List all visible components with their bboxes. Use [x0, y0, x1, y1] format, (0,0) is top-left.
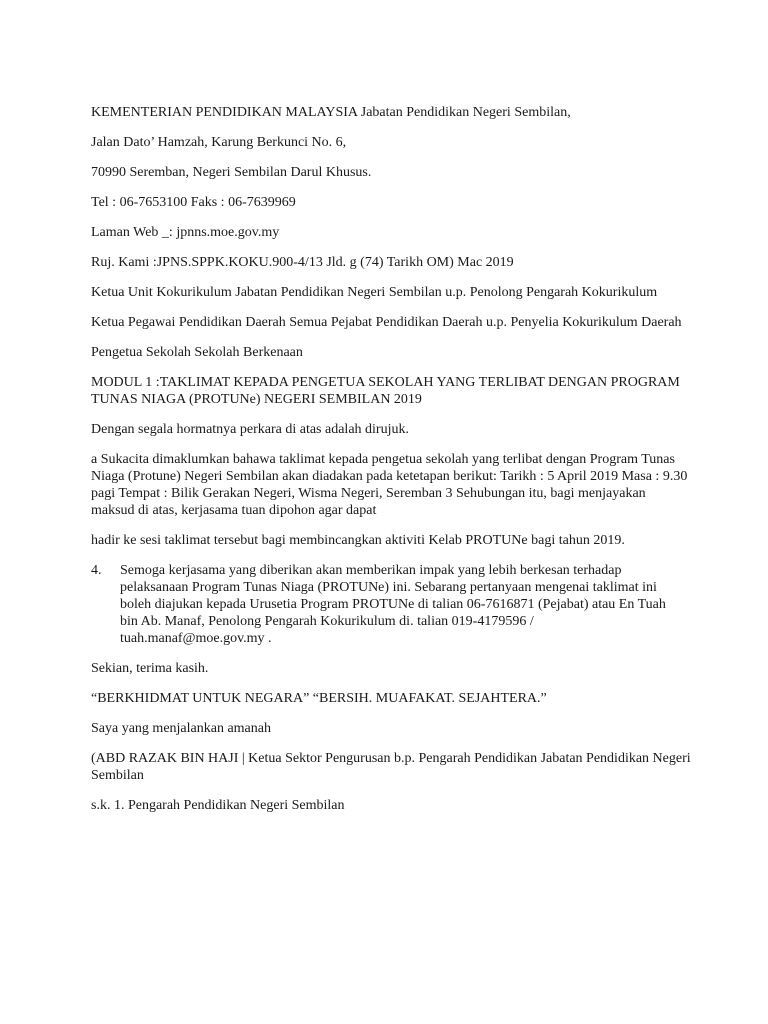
subject-heading: MODUL 1 :TAKLIMAT KEPADA PENGETUA SEKOLAH YANG TERLIBAT DENGAN PROGRAM TUNAS NIAGA (PROTUNe) NEGERI SEMBILAN 2019	[91, 375, 680, 407]
body-paragraph-attendance: hadir ke sesi taklimat tersebut bagi membincangkan aktiviti Kelab PROTUNe bagi tahun 2019.	[91, 533, 625, 548]
recipient-kokurikulum: Ketua Unit Kokurikulum Jabatan Pendidikan Negeri Sembilan u.p. Penolong Pengarah Kokurikulum	[91, 285, 658, 300]
signatory-block: (ABD RAZAK BIN HAJI | Ketua Sektor Pengurusan b.p. Pengarah Pendidikan Jabatan Pendidikan Negeri Sembilan	[91, 751, 691, 783]
paragraph-number: 4.	[91, 563, 102, 578]
closing-thanks: Sekian, terima kasih.	[91, 661, 209, 676]
reference-line: Ruj. Kami :JPNS.SPPK.KOKU.900-4/13 Jld. g (74) Tarikh OM) Mac 2019	[91, 255, 514, 270]
numbered-paragraph-4	[91, 562, 691, 647]
document-page	[91, 104, 691, 827]
closing-motto: “BERKHIDMAT UNTUK NEGARA” “BERSIH. MUAFAKAT. SEJAHTERA.”	[91, 691, 547, 706]
salutation-line: Dengan segala hormatnya perkara di atas adalah dirujuk.	[91, 422, 409, 437]
contact-website: Laman Web _: jpnns.moe.gov.my	[91, 225, 280, 240]
recipient-district-officer: Ketua Pegawai Pendidikan Daerah Semua Pejabat Pendidikan Daerah u.p. Penyelia Kokurikulum Daerah	[91, 315, 682, 330]
address-line-street: Jalan Dato’ Hamzah, Karung Berkunci No. 6,	[91, 135, 347, 150]
copy-recipient: s.k. 1. Pengarah Pendidikan Negeri Sembilan	[91, 798, 345, 813]
recipient-principals: Pengetua Sekolah Sekolah Berkenaan	[91, 345, 303, 360]
contact-phone-fax: Tel : 06-7653100 Faks : 06-7639969	[91, 195, 296, 210]
paragraph-4-text: Semoga kerjasama yang diberikan akan memberikan impak yang lebih berkesan terhadap pelaksanaan Program Tunas Niaga (PROTUNe) ini. Sebarang pertanyaan mengenai taklimat ini boleh diajukan kepada Urusetia Program PROTUNe di talian 06-7616871 (Pejabat) atau En Tuah bin Ab. Manaf, Penolong Pengarah Kokurikulum di. talian 019-4179596 / tuah.manaf@moe.gov.my .	[120, 563, 666, 646]
address-line-ministry: KEMENTERIAN PENDIDIKAN MALAYSIA Jabatan Pendidikan Negeri Sembilan,	[91, 105, 571, 120]
address-line-city: 70990 Seremban, Negeri Sembilan Darul Khusus.	[91, 165, 372, 180]
closing-signoff: Saya yang menjalankan amanah	[91, 721, 271, 736]
body-paragraph-briefing: a Sukacita dimaklumkan bahawa taklimat kepada pengetua sekolah yang terlibat dengan Program Tunas Niaga (Protune) Negeri Sembilan akan diadakan pada ketetapan berikut: Tarikh : 5 April 2019 Masa : 9.30 pagi Tempat : Bilik Gerakan Negeri, Wisma Negeri, Seremban 3 Sehubungan itu, bagi menjayakan maksud di atas, kerjasama tuan dipohon agar dapat	[91, 452, 688, 518]
